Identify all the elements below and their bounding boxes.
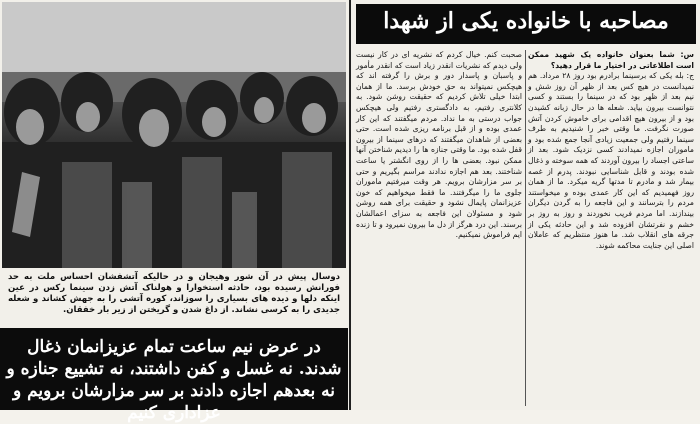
pull-quote-text: در عرض نیم ساعت تمام عزیزانمان ذغال شدند. نه غسل و کفن داشتند، نه تشییع جنازه و نه بعدهم اجازه دادند بر سر مزارشان برویم و عزاداری کنیم [6, 337, 342, 423]
interview-question: س: شما بعنوان خانواده یک شهید ممکن است اطلاعاتی در اختیار ما قرار دهید؟ [528, 50, 694, 70]
crowd-photo [2, 2, 346, 268]
interview-answer-right: ج: بله یکی که برسینما برادرم بود روز ۲۸ مرداد. هم نمیدانست در هیچ کس بعد از ظهر آن روز شش و نیم بعد از ظهر بود که در سینما را بستند و کسی نتوانست بیرون بیاید. شعله ها در حال زبانه کشیدن بود و از بیرون هیچ اقدامی برای خاموش کردن آتش صورت نگرفت. ما وقتی خبر را شنیدیم به طرف سینما رفتیم ولی جمعیت زیادی آنجا جمع شده بود و ماموران اجازه نمیدادند کسی نزدیک شود. بعد از ساعتی اجساد را بیرون آوردند که همه سوخته و ذغال شده بودند و قابل شناسایی نبودند. پدرم از غصه بیمار شد و مادرم تا مدتها گریه میکرد. ما از همان روز فهمیدیم که این کار عمدی بوده و میخواستند مردم را بترسانند و این فاجعه را به گردن دیگران بیندازند. اما مردم فریب نخوردند و روز به روز بر خشم و نفرتشان افزوده شد و این حادثه یکی از جرقه های انقلاب شد. ما هنوز منتظریم که عاملان اصلی این جنایت محاکمه شوند. [528, 71, 694, 250]
column-separator [525, 50, 526, 406]
article-title: مصاحبه با خانواده یکی از شهدا [383, 8, 669, 34]
photo-caption: دوسال پیش در آن شور وهیجان و در حالیکه آتشفشان احساس ملت به حد فورانش رسیده بود، حادثه استخوارا و هولناک آتش زدن سینما رکس در عین اینکه دلها و دیده های بسیاری را سوزاند، کوره آتشی را به جهش کشاند و شعله جدیدی را به کرسی نشاند. از داغ شدن و گریختن از زیر بار خفقان. [8, 272, 340, 315]
article-column-left [356, 50, 522, 406]
column-divider [349, 0, 351, 410]
article-body [356, 50, 696, 406]
pull-quote [0, 328, 348, 423]
article-column-right [528, 50, 694, 406]
crowd-photo-icon [2, 2, 346, 268]
interview-answer-left: صحبت کنم. خیال کردم که نشریه ای در کار نیست ولی دیدم که نشریات انقدر زیاد است که انقدر مأمور و پاسبان و پاسدار دور و برش را گرفته اند که هیچکس نمیتواند به حق خودش برسد. ما از همان ابتدا خیلی تلاش کردیم که حقیقت روشن شود. به کلانتری رفتیم، به دادگستری رفتیم ولی هیچکس جواب درستی به ما نداد. مردم میگفتند که این کار عمدی بوده و از قبل برنامه ریزی شده است. حتی بعضی از شاهدان میگفتند که درهای سینما از بیرون قفل شده بود. ما وقتی جنازه ها را دیدیم شناختن آنها ممکن نبود. بعضی ها را از روی انگشتر یا ساعت شناختند. بعد هم اجازه ندادند مراسم بگیریم و حتی بر سر مزارشان برویم. هر وقت میرفتیم ماموران جلوی ما را میگرفتند. ما فقط میخواهیم که خون عزیزانمان پایمال نشود و حقیقت برای همه روشن شود و مسئولان این فاجعه به سزای اعمالشان برسند. این درد هرگز از دل ما بیرون نمیرود و تا زنده ایم فراموش نمیکنیم. [356, 50, 522, 240]
article-title-box [356, 4, 696, 44]
